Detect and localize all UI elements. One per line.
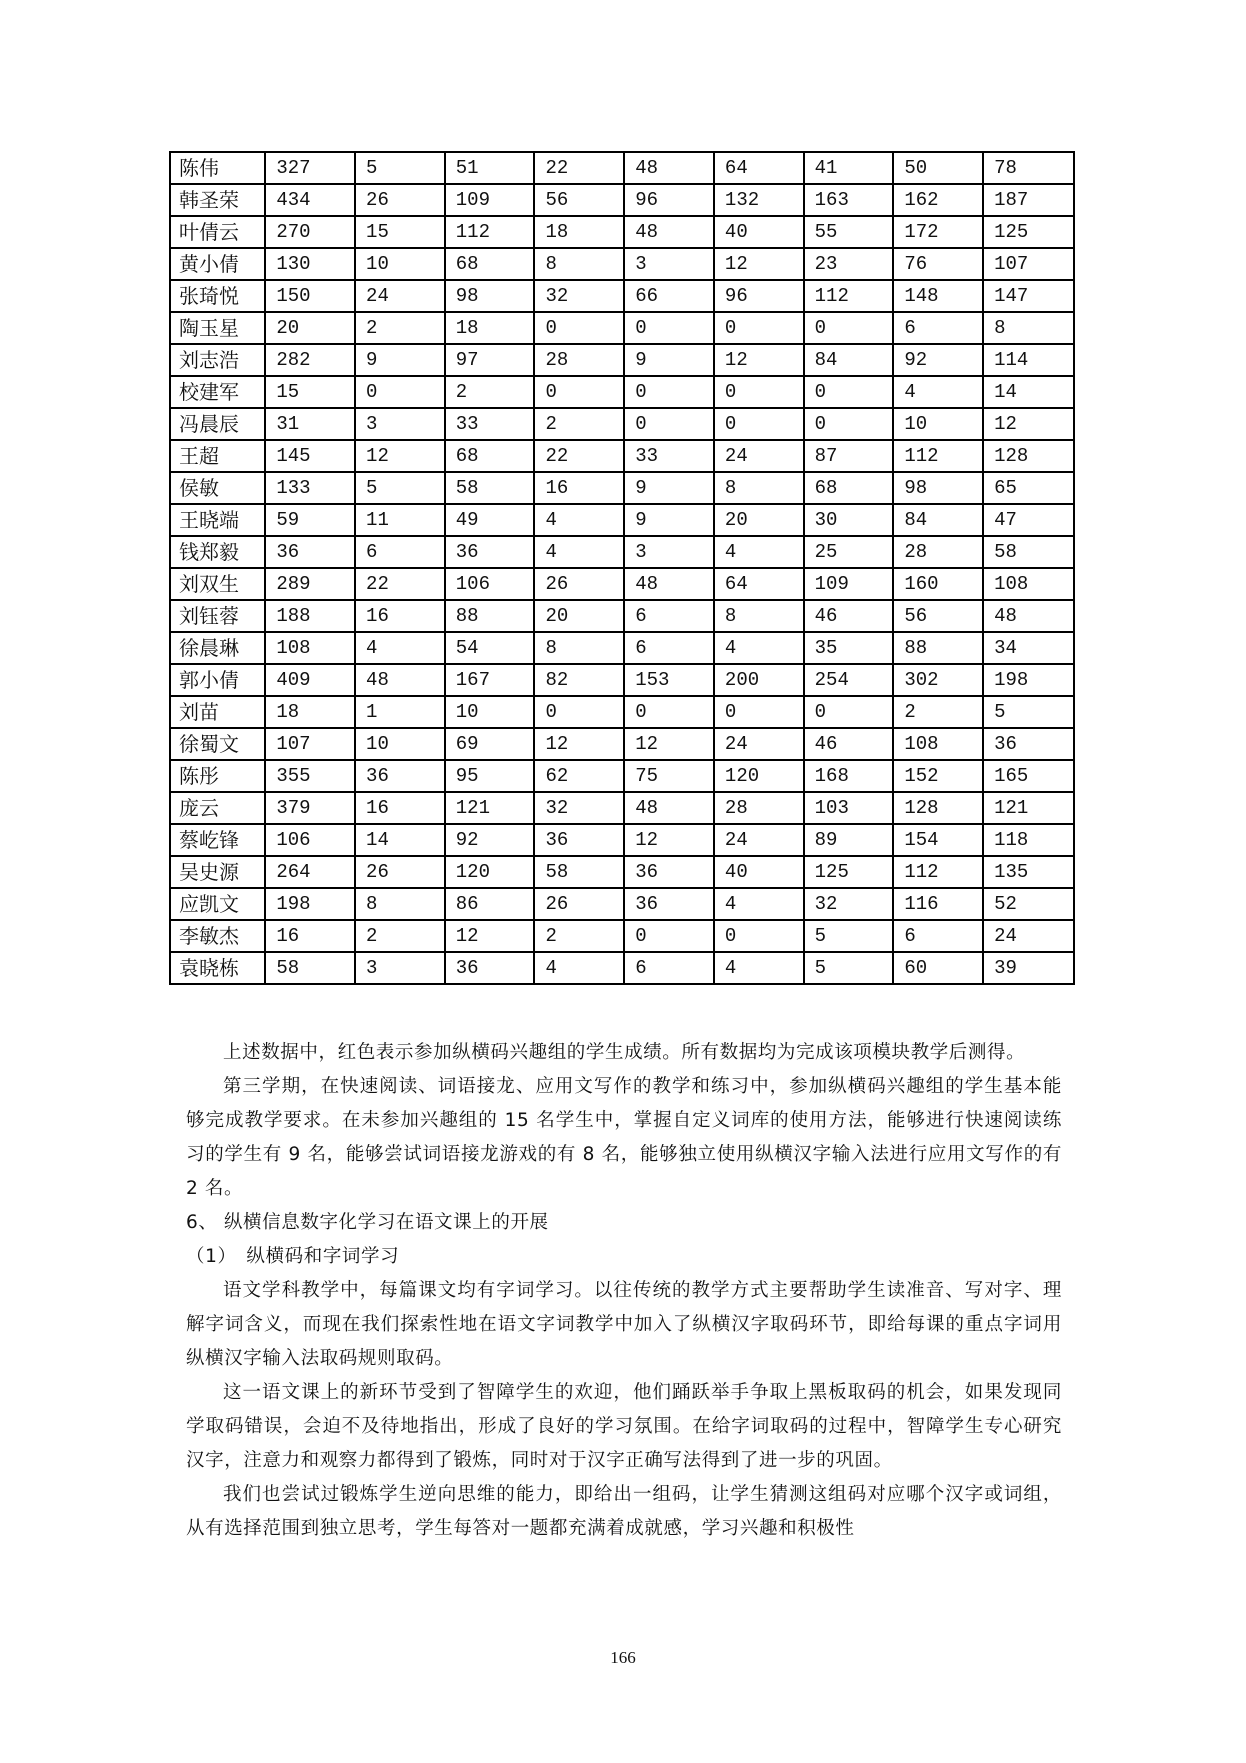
body-paragraph: 语文学科教学中，每篇课文均有字词学习。以往传统的教学方式主要帮助学生读准音、写对字、理解字词含义，而现在我们探索性地在语文字词教学中加入了纵横汉字取码环节，即给每课的重点字词用纵横汉字输入法取码规则取码。 — [186, 1280, 1062, 1369]
score-cell: 9 — [355, 344, 445, 376]
score-cell: 59 — [265, 504, 355, 536]
student-name-cell: 王晓端 — [170, 504, 265, 536]
score-cell: 55 — [804, 216, 894, 248]
score-cell: 4 — [534, 952, 624, 984]
score-cell: 4 — [534, 536, 624, 568]
score-cell: 103 — [804, 792, 894, 824]
score-cell: 8 — [983, 312, 1074, 344]
score-cell: 89 — [804, 824, 894, 856]
score-cell: 3 — [624, 248, 714, 280]
student-name-cell: 徐蜀文 — [170, 728, 265, 760]
score-cell: 0 — [804, 312, 894, 344]
score-cell: 167 — [445, 664, 535, 696]
table-row — [170, 472, 1074, 504]
score-cell: 3 — [355, 952, 445, 984]
score-cell: 168 — [804, 760, 894, 792]
score-cell: 270 — [265, 216, 355, 248]
score-cell: 198 — [265, 888, 355, 920]
score-cell: 97 — [445, 344, 535, 376]
score-cell: 0 — [804, 408, 894, 440]
student-name-cell: 黄小倩 — [170, 248, 265, 280]
table-row — [170, 728, 1074, 760]
table-row — [170, 856, 1074, 888]
score-cell: 2 — [445, 376, 535, 408]
score-cell: 24 — [355, 280, 445, 312]
score-cell: 48 — [624, 152, 714, 184]
score-cell: 0 — [534, 376, 624, 408]
score-cell: 12 — [534, 728, 624, 760]
score-cell: 14 — [355, 824, 445, 856]
student-name-cell: 刘双生 — [170, 568, 265, 600]
table-row — [170, 696, 1074, 728]
score-cell: 112 — [893, 440, 983, 472]
score-cell: 12 — [983, 408, 1074, 440]
score-cell: 4 — [893, 376, 983, 408]
student-name-cell: 李敏杰 — [170, 920, 265, 952]
score-cell: 434 — [265, 184, 355, 216]
score-cell: 9 — [624, 472, 714, 504]
score-cell: 112 — [893, 856, 983, 888]
score-cell: 88 — [893, 632, 983, 664]
score-cell: 108 — [983, 568, 1074, 600]
score-cell: 5 — [804, 952, 894, 984]
score-cell: 35 — [804, 632, 894, 664]
score-cell: 64 — [714, 152, 804, 184]
score-cell: 69 — [445, 728, 535, 760]
score-cell: 12 — [624, 824, 714, 856]
score-cell: 30 — [804, 504, 894, 536]
score-cell: 3 — [355, 408, 445, 440]
score-cell: 96 — [624, 184, 714, 216]
student-name-cell: 冯晨辰 — [170, 408, 265, 440]
score-cell: 65 — [983, 472, 1074, 504]
score-cell: 23 — [804, 248, 894, 280]
score-cell: 28 — [534, 344, 624, 376]
score-cell: 16 — [265, 920, 355, 952]
score-cell: 121 — [445, 792, 535, 824]
score-table — [169, 151, 1075, 985]
score-cell: 16 — [355, 600, 445, 632]
score-cell: 355 — [265, 760, 355, 792]
score-cell: 58 — [983, 536, 1074, 568]
score-cell: 0 — [624, 376, 714, 408]
score-cell: 109 — [445, 184, 535, 216]
score-cell: 22 — [534, 152, 624, 184]
score-cell: 0 — [804, 696, 894, 728]
table-row — [170, 280, 1074, 312]
score-cell: 46 — [804, 600, 894, 632]
score-cell: 172 — [893, 216, 983, 248]
score-cell: 6 — [355, 536, 445, 568]
score-cell: 16 — [534, 472, 624, 504]
score-cell: 0 — [624, 312, 714, 344]
score-cell: 12 — [445, 920, 535, 952]
score-cell: 46 — [804, 728, 894, 760]
score-cell: 128 — [983, 440, 1074, 472]
score-cell: 36 — [624, 888, 714, 920]
score-cell: 49 — [445, 504, 535, 536]
score-cell: 109 — [804, 568, 894, 600]
score-cell: 160 — [893, 568, 983, 600]
score-cell: 118 — [983, 824, 1074, 856]
table-row — [170, 504, 1074, 536]
score-cell: 8 — [534, 248, 624, 280]
score-cell: 0 — [804, 376, 894, 408]
score-cell: 10 — [445, 696, 535, 728]
score-cell: 31 — [265, 408, 355, 440]
score-cell: 120 — [445, 856, 535, 888]
score-cell: 36 — [445, 952, 535, 984]
student-name-cell: 吴史源 — [170, 856, 265, 888]
score-cell: 24 — [714, 824, 804, 856]
score-cell: 18 — [265, 696, 355, 728]
score-cell: 39 — [983, 952, 1074, 984]
table-row — [170, 760, 1074, 792]
student-name-cell: 刘苗 — [170, 696, 265, 728]
score-cell: 11 — [355, 504, 445, 536]
body-paragraph: 第三学期，在快速阅读、词语接龙、应用文写作的教学和练习中，参加纵横码兴趣组的学生基本能够完成教学要求。在未参加兴趣组的 15 名学生中，掌握自定义词库的使用方法，能够进行快速阅读练习的学生有 9 名，能够尝试词语接龙游戏的有 8 名，能够独立使用纵横汉字输入法进行应用文写作的有 2 名。 — [186, 1076, 1062, 1199]
score-cell: 379 — [265, 792, 355, 824]
score-cell: 106 — [445, 568, 535, 600]
score-cell: 8 — [714, 600, 804, 632]
table-row — [170, 216, 1074, 248]
score-cell: 18 — [534, 216, 624, 248]
score-cell: 32 — [804, 888, 894, 920]
table-row — [170, 248, 1074, 280]
table-row — [170, 888, 1074, 920]
table-row — [170, 664, 1074, 696]
page-number: 166 — [610, 1648, 636, 1667]
table-row — [170, 376, 1074, 408]
table-row — [170, 792, 1074, 824]
score-cell: 86 — [445, 888, 535, 920]
score-cell: 128 — [893, 792, 983, 824]
score-cell: 58 — [445, 472, 535, 504]
score-cell: 12 — [355, 440, 445, 472]
score-cell: 8 — [714, 472, 804, 504]
score-cell: 36 — [624, 856, 714, 888]
score-cell: 0 — [355, 376, 445, 408]
score-cell: 12 — [714, 248, 804, 280]
score-cell: 9 — [624, 344, 714, 376]
table-row — [170, 536, 1074, 568]
score-cell: 40 — [714, 856, 804, 888]
score-cell: 198 — [983, 664, 1074, 696]
score-cell: 289 — [265, 568, 355, 600]
score-cell: 68 — [445, 248, 535, 280]
score-cell: 12 — [624, 728, 714, 760]
score-cell: 48 — [983, 600, 1074, 632]
score-cell: 154 — [893, 824, 983, 856]
student-name-cell: 陈彤 — [170, 760, 265, 792]
score-cell: 20 — [534, 600, 624, 632]
score-cell: 50 — [893, 152, 983, 184]
score-cell: 0 — [534, 312, 624, 344]
score-cell: 75 — [624, 760, 714, 792]
score-cell: 125 — [804, 856, 894, 888]
score-cell: 0 — [714, 376, 804, 408]
score-cell: 112 — [445, 216, 535, 248]
score-cell: 148 — [893, 280, 983, 312]
score-cell: 116 — [893, 888, 983, 920]
score-cell: 0 — [714, 312, 804, 344]
score-cell: 26 — [534, 568, 624, 600]
score-cell: 108 — [265, 632, 355, 664]
table-body — [170, 152, 1074, 984]
score-cell: 64 — [714, 568, 804, 600]
score-cell: 26 — [355, 856, 445, 888]
section-heading: （1） 纵横码和字词学习 — [186, 1246, 400, 1267]
student-name-cell: 庞云 — [170, 792, 265, 824]
score-cell: 14 — [983, 376, 1074, 408]
score-cell: 10 — [355, 248, 445, 280]
score-cell: 87 — [804, 440, 894, 472]
body-paragraph: 我们也尝试过锻炼学生逆向思维的能力，即给出一组码，让学生猜测这组码对应哪个汉字或词组，从有选择范围到独立思考，学生每答对一题都充满着成就感，学习兴趣和积极性 — [186, 1484, 1062, 1539]
score-cell: 48 — [624, 792, 714, 824]
score-cell: 147 — [983, 280, 1074, 312]
score-cell: 6 — [893, 920, 983, 952]
table-row — [170, 184, 1074, 216]
score-cell: 0 — [624, 920, 714, 952]
score-cell: 66 — [624, 280, 714, 312]
score-cell: 15 — [265, 376, 355, 408]
score-cell: 48 — [624, 216, 714, 248]
score-cell: 10 — [893, 408, 983, 440]
score-cell: 5 — [355, 152, 445, 184]
score-cell: 20 — [714, 504, 804, 536]
score-cell: 51 — [445, 152, 535, 184]
student-name-cell: 刘志浩 — [170, 344, 265, 376]
score-cell: 20 — [265, 312, 355, 344]
student-name-cell: 应凯文 — [170, 888, 265, 920]
score-cell: 3 — [624, 536, 714, 568]
score-cell: 120 — [714, 760, 804, 792]
score-cell: 48 — [624, 568, 714, 600]
score-cell: 4 — [714, 888, 804, 920]
student-name-cell: 郭小倩 — [170, 664, 265, 696]
score-cell: 60 — [893, 952, 983, 984]
score-cell: 8 — [534, 632, 624, 664]
score-cell: 125 — [983, 216, 1074, 248]
student-name-cell: 侯敏 — [170, 472, 265, 504]
score-cell: 107 — [265, 728, 355, 760]
score-cell: 28 — [893, 536, 983, 568]
score-cell: 302 — [893, 664, 983, 696]
score-cell: 2 — [355, 920, 445, 952]
score-cell: 114 — [983, 344, 1074, 376]
score-cell: 62 — [534, 760, 624, 792]
table-row — [170, 600, 1074, 632]
student-name-cell: 徐晨琳 — [170, 632, 265, 664]
score-cell: 5 — [983, 696, 1074, 728]
table-row — [170, 920, 1074, 952]
score-cell: 112 — [804, 280, 894, 312]
score-cell: 121 — [983, 792, 1074, 824]
score-cell: 18 — [445, 312, 535, 344]
score-cell: 36 — [534, 824, 624, 856]
score-cell: 153 — [624, 664, 714, 696]
student-name-cell: 校建军 — [170, 376, 265, 408]
student-name-cell: 陶玉星 — [170, 312, 265, 344]
score-cell: 32 — [534, 280, 624, 312]
score-cell: 5 — [355, 472, 445, 504]
score-cell: 36 — [983, 728, 1074, 760]
score-cell: 10 — [355, 728, 445, 760]
table-row — [170, 952, 1074, 984]
score-cell: 22 — [534, 440, 624, 472]
score-cell: 264 — [265, 856, 355, 888]
score-cell: 6 — [624, 632, 714, 664]
student-name-cell: 陈伟 — [170, 152, 265, 184]
score-cell: 78 — [983, 152, 1074, 184]
score-cell: 95 — [445, 760, 535, 792]
score-cell: 36 — [445, 536, 535, 568]
score-cell: 2 — [893, 696, 983, 728]
score-cell: 33 — [445, 408, 535, 440]
score-cell: 24 — [714, 440, 804, 472]
score-cell: 162 — [893, 184, 983, 216]
body-paragraph: 上述数据中，红色表示参加纵横码兴趣组的学生成绩。所有数据均为完成该项模块教学后测得。 — [223, 1042, 1026, 1063]
score-cell: 0 — [534, 696, 624, 728]
score-cell: 130 — [265, 248, 355, 280]
score-cell: 52 — [983, 888, 1074, 920]
score-cell: 68 — [804, 472, 894, 504]
table-row — [170, 568, 1074, 600]
body-paragraph: 这一语文课上的新环节受到了智障学生的欢迎，他们踊跃举手争取上黑板取码的机会，如果发现同学取码错误，会迫不及待地指出，形成了良好的学习氛围。在给字词取码的过程中，智障学生专心研究汉字，注意力和观察力都得到了锻炼，同时对于汉字正确写法得到了进一步的巩固。 — [186, 1382, 1062, 1471]
score-cell: 135 — [983, 856, 1074, 888]
score-cell: 107 — [983, 248, 1074, 280]
score-cell: 4 — [714, 536, 804, 568]
score-cell: 188 — [265, 600, 355, 632]
score-cell: 88 — [445, 600, 535, 632]
score-cell: 6 — [893, 312, 983, 344]
score-cell: 48 — [355, 664, 445, 696]
body-text — [186, 1036, 1062, 1546]
score-cell: 98 — [445, 280, 535, 312]
score-cell: 106 — [265, 824, 355, 856]
score-cell: 132 — [714, 184, 804, 216]
score-cell: 36 — [265, 536, 355, 568]
score-cell: 0 — [714, 696, 804, 728]
score-cell: 41 — [804, 152, 894, 184]
score-cell: 0 — [624, 408, 714, 440]
score-cell: 58 — [265, 952, 355, 984]
score-cell: 22 — [355, 568, 445, 600]
table-row — [170, 408, 1074, 440]
score-cell: 4 — [534, 504, 624, 536]
score-cell: 254 — [804, 664, 894, 696]
score-cell: 92 — [893, 344, 983, 376]
table-row — [170, 152, 1074, 184]
score-cell: 2 — [534, 408, 624, 440]
score-cell: 5 — [804, 920, 894, 952]
student-name-cell: 钱郑毅 — [170, 536, 265, 568]
score-cell: 58 — [534, 856, 624, 888]
score-cell: 47 — [983, 504, 1074, 536]
score-cell: 68 — [445, 440, 535, 472]
score-cell: 282 — [265, 344, 355, 376]
score-cell: 152 — [893, 760, 983, 792]
score-cell: 8 — [355, 888, 445, 920]
student-name-cell: 刘钰蓉 — [170, 600, 265, 632]
score-cell: 84 — [804, 344, 894, 376]
table-row — [170, 824, 1074, 856]
score-cell: 409 — [265, 664, 355, 696]
score-cell: 84 — [893, 504, 983, 536]
student-name-cell: 袁晓栋 — [170, 952, 265, 984]
score-cell: 54 — [445, 632, 535, 664]
score-cell: 9 — [624, 504, 714, 536]
score-cell: 36 — [355, 760, 445, 792]
student-name-cell: 张琦悦 — [170, 280, 265, 312]
table-row — [170, 632, 1074, 664]
score-cell: 15 — [355, 216, 445, 248]
table-row — [170, 440, 1074, 472]
score-cell: 327 — [265, 152, 355, 184]
student-name-cell: 王超 — [170, 440, 265, 472]
score-cell: 98 — [893, 472, 983, 504]
score-cell: 26 — [355, 184, 445, 216]
score-cell: 82 — [534, 664, 624, 696]
score-cell: 2 — [534, 920, 624, 952]
score-cell: 4 — [355, 632, 445, 664]
score-cell: 96 — [714, 280, 804, 312]
score-cell: 56 — [534, 184, 624, 216]
score-cell: 4 — [714, 952, 804, 984]
score-cell: 145 — [265, 440, 355, 472]
score-cell: 133 — [265, 472, 355, 504]
score-cell: 24 — [983, 920, 1074, 952]
score-cell: 24 — [714, 728, 804, 760]
score-cell: 34 — [983, 632, 1074, 664]
score-cell: 6 — [624, 952, 714, 984]
score-cell: 92 — [445, 824, 535, 856]
score-cell: 187 — [983, 184, 1074, 216]
section-heading: 6、 纵横信息数字化学习在语文课上的开展 — [186, 1212, 549, 1233]
score-cell: 200 — [714, 664, 804, 696]
score-cell: 40 — [714, 216, 804, 248]
student-name-cell: 蔡屹锋 — [170, 824, 265, 856]
score-cell: 76 — [893, 248, 983, 280]
score-cell: 12 — [714, 344, 804, 376]
score-cell: 6 — [624, 600, 714, 632]
score-cell: 1 — [355, 696, 445, 728]
score-cell: 32 — [534, 792, 624, 824]
score-cell: 163 — [804, 184, 894, 216]
score-cell: 4 — [714, 632, 804, 664]
score-cell: 150 — [265, 280, 355, 312]
score-cell: 56 — [893, 600, 983, 632]
score-cell: 108 — [893, 728, 983, 760]
score-cell: 0 — [714, 920, 804, 952]
score-cell: 2 — [355, 312, 445, 344]
score-cell: 26 — [534, 888, 624, 920]
student-name-cell: 韩圣荣 — [170, 184, 265, 216]
score-cell: 165 — [983, 760, 1074, 792]
table-row — [170, 344, 1074, 376]
score-cell: 25 — [804, 536, 894, 568]
score-cell: 16 — [355, 792, 445, 824]
score-cell: 33 — [624, 440, 714, 472]
score-cell: 0 — [714, 408, 804, 440]
score-cell: 0 — [624, 696, 714, 728]
student-name-cell: 叶倩云 — [170, 216, 265, 248]
score-cell: 28 — [714, 792, 804, 824]
table-row — [170, 312, 1074, 344]
